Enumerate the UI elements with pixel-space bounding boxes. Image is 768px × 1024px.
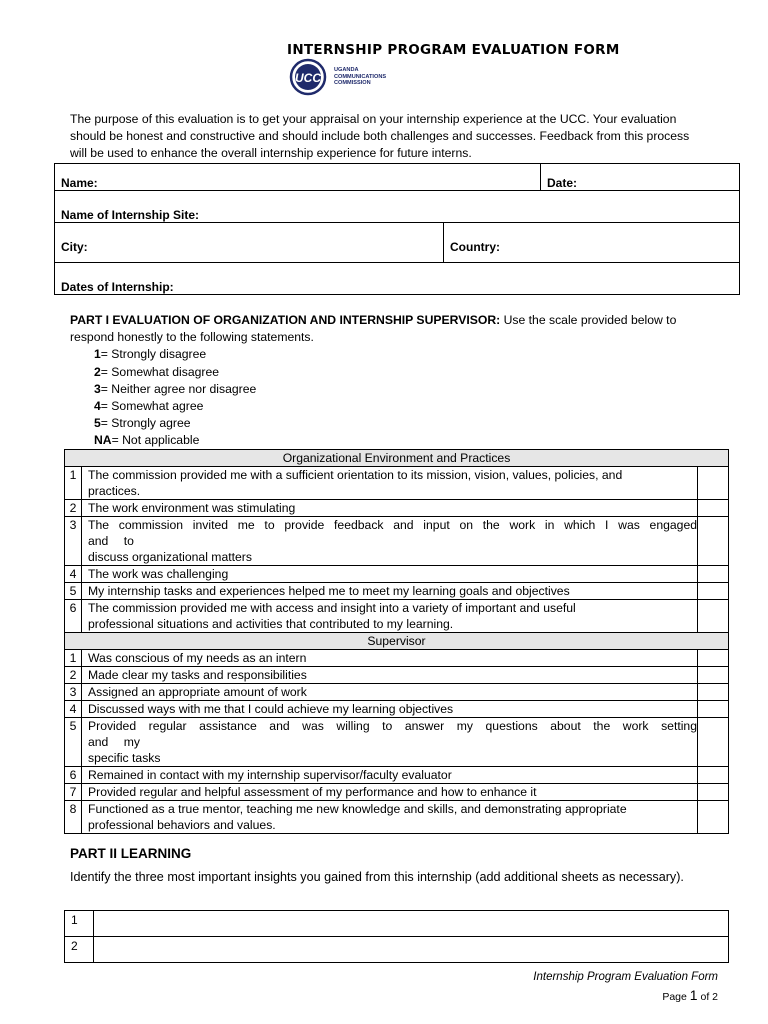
statement-row bbox=[65, 566, 729, 583]
scale-item: 2= Somewhat disagree bbox=[94, 364, 220, 379]
rating-cell[interactable] bbox=[698, 500, 729, 517]
statement-text bbox=[82, 583, 698, 600]
section-header-label: Supervisor bbox=[65, 633, 729, 650]
intro-paragraph: The purpose of this evaluation is to get your appraisal on your internship experience at the UCC. Your evaluation should be honest and constructive and should include both challenges and successes. Feedback from this process will be used to enhance the overall internship experience for future interns. bbox=[70, 112, 690, 160]
statement-line: The work was challenging bbox=[88, 567, 229, 581]
scale-item: 4= Somewhat agree bbox=[94, 399, 204, 414]
site-label: Name of Internship Site: bbox=[61, 208, 200, 222]
part1-heading: PART I EVALUATION OF ORGANIZATION AND INTERNSHIP SUPERVISOR: bbox=[70, 313, 501, 327]
rating-cell[interactable] bbox=[698, 701, 729, 718]
footer-form-name: Internship Program Evaluation Form bbox=[533, 971, 718, 983]
statement-row bbox=[65, 684, 729, 701]
statement-number: 4 bbox=[65, 701, 82, 718]
insight-input[interactable] bbox=[94, 937, 729, 963]
rating-cell[interactable] bbox=[698, 600, 729, 633]
statement-line: Provided regular and helpful assessment of my performance and how to enhance it bbox=[88, 785, 537, 799]
statement-text bbox=[82, 684, 698, 701]
part2-instruction: Identify the three most important insights you gained from this internship (add additional sheets as necessary). bbox=[70, 870, 684, 884]
city-field[interactable] bbox=[55, 223, 444, 263]
insight-number: 1 bbox=[65, 911, 94, 937]
insight-row bbox=[65, 937, 729, 963]
statement-line: Functioned as a true mentor, teaching me new knowledge and skills, and demonstrating appropriate bbox=[88, 802, 627, 816]
statement-number: 3 bbox=[65, 684, 82, 701]
insight-row bbox=[65, 911, 729, 937]
rating-cell[interactable] bbox=[698, 566, 729, 583]
statement-number: 5 bbox=[65, 583, 82, 600]
rating-cell[interactable] bbox=[698, 583, 729, 600]
evaluation-table bbox=[64, 449, 729, 834]
dates-field[interactable] bbox=[55, 263, 740, 295]
statement-row bbox=[65, 583, 729, 600]
statement-number: 5 bbox=[65, 718, 82, 767]
statement-line: professional behaviors and values. bbox=[88, 818, 276, 832]
part1-instruction: Use the scale provided below to respond honestly to the following statements. bbox=[70, 313, 677, 345]
statement-number: 8 bbox=[65, 801, 82, 834]
rating-cell[interactable] bbox=[698, 784, 729, 801]
statement-number: 4 bbox=[65, 566, 82, 583]
name-field[interactable] bbox=[55, 164, 541, 191]
statement-text bbox=[82, 566, 698, 583]
statement-row bbox=[65, 650, 729, 667]
statement-number: 7 bbox=[65, 784, 82, 801]
rating-cell[interactable] bbox=[698, 718, 729, 767]
statement-line: The commission provided me with access and insight into a variety of important and useful bbox=[88, 601, 576, 615]
scale-item: 1= Strongly disagree bbox=[94, 347, 207, 362]
statement-text bbox=[82, 467, 698, 500]
form-title: INTERNSHIP PROGRAM EVALUATION FORM bbox=[287, 42, 620, 58]
logo-line: COMMISSION bbox=[334, 80, 371, 87]
scale-item: 5= Strongly agree bbox=[94, 416, 191, 431]
statement-row bbox=[65, 701, 729, 718]
rating-cell[interactable] bbox=[698, 684, 729, 701]
statement-line: and my bbox=[88, 735, 140, 749]
statement-line: The commission provided me with a sufficient orientation to its mission, vision, values, policies, and bbox=[88, 468, 623, 482]
country-field[interactable] bbox=[444, 223, 740, 263]
statement-row bbox=[65, 667, 729, 684]
scale-item: NA= Not applicable bbox=[94, 433, 200, 448]
statement-line: practices. bbox=[88, 484, 141, 498]
statement-line: Assigned an appropriate amount of work bbox=[88, 685, 307, 699]
statement-row bbox=[65, 784, 729, 801]
statement-line: The commission invited me to provide feedback and input on the work in which I was engaged bbox=[88, 518, 697, 532]
section-header bbox=[65, 633, 729, 650]
statement-row bbox=[65, 767, 729, 784]
statement-row bbox=[65, 600, 729, 633]
statement-line: specific tasks bbox=[88, 751, 161, 765]
statement-number: 6 bbox=[65, 600, 82, 633]
statement-text bbox=[82, 650, 698, 667]
city-label: City: bbox=[61, 240, 88, 254]
statement-number: 1 bbox=[65, 650, 82, 667]
statement-line: My internship tasks and experiences helped me to meet my learning goals and objectives bbox=[88, 584, 570, 598]
date-field[interactable] bbox=[541, 164, 740, 191]
rating-cell[interactable] bbox=[698, 650, 729, 667]
statement-text bbox=[82, 784, 698, 801]
statement-line: The work environment was stimulating bbox=[88, 501, 296, 515]
statement-text bbox=[82, 767, 698, 784]
date-label: Date: bbox=[547, 176, 578, 190]
statement-number: 3 bbox=[65, 517, 82, 566]
rating-cell[interactable] bbox=[698, 767, 729, 784]
section-header-label: Organizational Environment and Practices bbox=[65, 450, 729, 467]
part1-instructions bbox=[70, 312, 710, 450]
statement-line: and to bbox=[88, 534, 134, 548]
statement-row bbox=[65, 500, 729, 517]
rating-cell[interactable] bbox=[698, 667, 729, 684]
statement-line: Provided regular assistance and was willing to answer my questions about the work setting bbox=[88, 719, 697, 733]
statement-text bbox=[82, 600, 698, 633]
statement-number: 2 bbox=[65, 667, 82, 684]
statement-line: Was conscious of my needs as an intern bbox=[88, 651, 307, 665]
statement-row bbox=[65, 801, 729, 834]
logo-line: COMMUNICATIONS bbox=[334, 73, 387, 80]
statement-line: Made clear my tasks and responsibilities bbox=[88, 668, 307, 682]
statement-text bbox=[82, 667, 698, 684]
svg-text:UCC: UCC bbox=[295, 71, 321, 85]
statement-row bbox=[65, 718, 729, 767]
statement-number: 1 bbox=[65, 467, 82, 500]
statement-row bbox=[65, 467, 729, 500]
statement-number: 2 bbox=[65, 500, 82, 517]
rating-cell[interactable] bbox=[698, 801, 729, 834]
name-label: Name: bbox=[61, 176, 98, 190]
statement-line: Remained in contact with my internship supervisor/faculty evaluator bbox=[88, 768, 452, 782]
statement-text bbox=[82, 701, 698, 718]
statement-row bbox=[65, 517, 729, 566]
insight-number: 2 bbox=[65, 937, 94, 963]
statement-line: discuss organizational matters bbox=[88, 550, 252, 564]
rating-cell[interactable] bbox=[698, 467, 729, 500]
statement-text bbox=[82, 718, 698, 767]
rating-scale bbox=[70, 346, 710, 449]
logo-caption bbox=[334, 67, 386, 87]
statement-text bbox=[82, 517, 698, 566]
rating-cell[interactable] bbox=[698, 517, 729, 566]
statement-number: 6 bbox=[65, 767, 82, 784]
statement-line: professional situations and activities that contributed to my learning. bbox=[88, 617, 454, 631]
page-number: Page 1 of 2 bbox=[662, 987, 718, 1003]
statement-text bbox=[82, 500, 698, 517]
statement-text bbox=[82, 801, 698, 834]
dates-label: Dates of Internship: bbox=[61, 280, 174, 294]
logo-line: UGANDA bbox=[334, 67, 359, 73]
statement-line: Discussed ways with me that I could achieve my learning objectives bbox=[88, 702, 454, 716]
part2-heading: PART II LEARNING bbox=[70, 846, 192, 861]
site-field[interactable] bbox=[55, 191, 740, 223]
country-label: Country: bbox=[450, 240, 500, 254]
insights-table bbox=[64, 910, 729, 963]
section-header bbox=[65, 450, 729, 467]
scale-item: 3= Neither agree nor disagree bbox=[94, 381, 257, 396]
insight-input[interactable] bbox=[94, 911, 729, 937]
intern-info-table bbox=[54, 163, 740, 295]
